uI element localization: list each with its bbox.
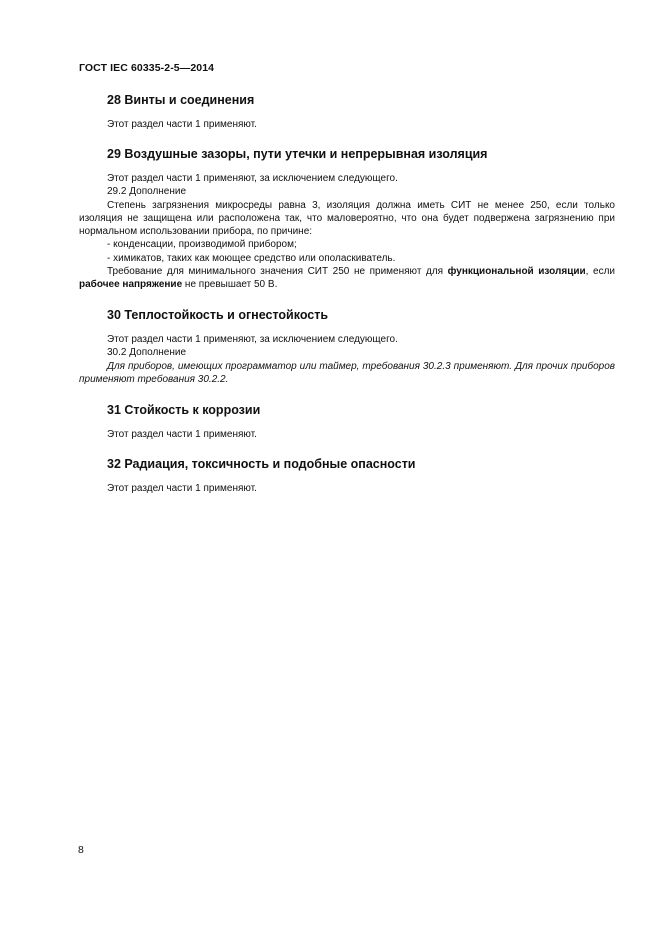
section-29-subclause-title: 29.2 Дополнение (107, 186, 187, 198)
section-32 (79, 456, 615, 495)
section-30-title: 30 Теплостойкость и огнестойкость (107, 308, 329, 322)
section-30-paragraph-2: Для приборов, имеющих программатор или таймер, требования 30.2.3 применяют. Для прочих приборов применяют требования 30.2.2. (79, 360, 615, 385)
functional-insulation-term: функциональной изоляции (447, 266, 586, 278)
section-29-paragraph-2: Степень загрязнения микросреды равна 3, изоляция должна иметь СИТ не менее 250, если только изоляция не защищена или расположена так, что маловероятно, что она будет подвержена загрязнению при нормальном использовании прибора, по причине: (79, 199, 615, 238)
section-30-paragraph-1: Этот раздел части 1 применяют, за исключением следующего. (107, 334, 398, 345)
section-29-paragraph-3 (79, 265, 615, 292)
section-32-text: Этот раздел части 1 применяют. (107, 483, 257, 494)
section-28-body (79, 118, 615, 131)
section-29-body (79, 172, 615, 292)
section-29-list-item-1: - конденсации, производимой прибором; (107, 239, 297, 251)
section-31-text: Этот раздел части 1 применяют. (107, 429, 257, 440)
section-28 (79, 92, 615, 131)
section-30 (79, 307, 615, 386)
section-29-list-item-2: - химикатов, таких как моющее средство или ополаскиватель. (107, 252, 396, 264)
section-29-paragraph-3-part-c: , если (585, 266, 616, 278)
section-29 (79, 146, 615, 292)
section-32-body (79, 482, 615, 495)
section-31 (79, 402, 615, 441)
section-31-title: 31 Стойкость к коррозии (107, 403, 261, 417)
section-29-paragraph-3-part-e: не превышает 50 В. (182, 279, 278, 291)
section-29-paragraph-1: Этот раздел части 1 применяют, за исключением следующего. (107, 173, 398, 184)
section-30-subclause-title: 30.2 Дополнение (107, 347, 187, 359)
working-voltage-term: рабочее напряжение (79, 279, 183, 291)
section-31-body (79, 428, 615, 441)
section-28-text: Этот раздел части 1 применяют. (107, 119, 257, 130)
page-number: 8 (78, 844, 84, 856)
document-header: ГОСТ IEC 60335-2-5—2014 (79, 62, 215, 74)
section-28-title: 28 Винты и соединения (107, 93, 255, 107)
section-32-title: 32 Радиация, токсичность и подобные опасности (107, 457, 416, 471)
section-29-title: 29 Воздушные зазоры, пути утечки и непрерывная изоляция (107, 147, 488, 161)
section-30-body (79, 333, 615, 386)
section-29-paragraph-3-part-a: Требование для минимального значения СИТ 250 не применяют для (107, 266, 448, 278)
